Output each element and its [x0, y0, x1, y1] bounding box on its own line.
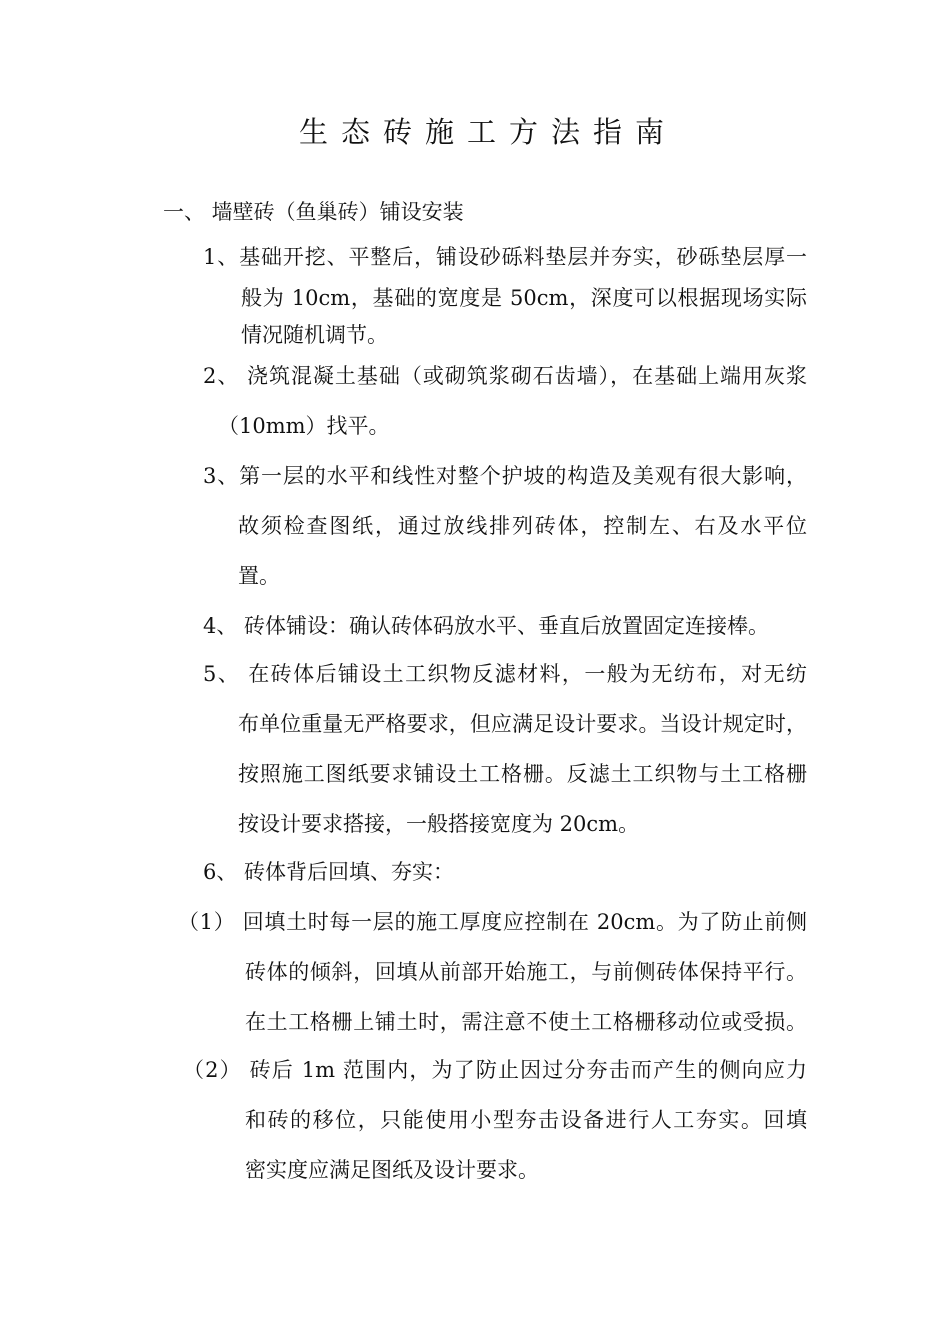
item-3-line-2: 故须检查图纸，通过放线排列砖体，控制左、右及水平位	[238, 514, 807, 538]
item-1-line-3: 情况随机调节。	[241, 323, 388, 347]
section-heading: 一、 墙壁砖（鱼巢砖）铺设安装	[163, 200, 464, 224]
sub-1-line-2: 砖体的倾斜，回填从前部开始施工，与前侧砖体保持平行。	[245, 960, 807, 984]
sub-2-line-1: （2） 砖后 1m 范围内，为了防止因过分夯击而产生的侧向应力	[183, 1058, 807, 1082]
item-1-line-2: 般为 10cm，基础的宽度是 50cm，深度可以根据现场实际	[241, 286, 807, 310]
item-3-line-3: 置。	[238, 564, 280, 588]
sub-2-line-3: 密实度应满足图纸及设计要求。	[245, 1158, 539, 1182]
item-5-line-2: 布单位重量无严格要求，但应满足设计要求。当设计规定时，	[238, 712, 807, 736]
sub-2-line-2: 和砖的移位，只能使用小型夯击设备进行人工夯实。回填	[245, 1108, 807, 1132]
item-5-line-3: 按照施工图纸要求铺设土工格栅。反滤土工织物与土工格栅	[238, 762, 807, 786]
item-2-line-1: 2、 浇筑混凝土基础（或砌筑浆砌石齿墙），在基础上端用灰浆	[203, 364, 807, 388]
sub-1-line-3: 在土工格栅上铺土时，需注意不使土工格栅移动位或受损。	[245, 1010, 807, 1034]
page-title: 生态砖施工方法指南	[298, 115, 677, 149]
item-6-line-1: 6、 砖体背后回填、夯实：	[203, 860, 455, 884]
sub-1-line-1: （1） 回填土时每一层的施工厚度应控制在 20cm。为了防止前侧	[178, 910, 807, 934]
item-4-line-1: 4、 砖体铺设：确认砖体码放水平、垂直后放置固定连接棒。	[203, 614, 770, 638]
item-5-line-4: 按设计要求搭接，一般搭接宽度为 20cm。	[238, 812, 640, 836]
item-2-line-2: （10mm）找平。	[218, 414, 390, 438]
item-5-line-1: 5、 在砖体后铺设土工织物反滤材料，一般为无纺布，对无纺	[203, 662, 807, 686]
item-3-line-1: 3、第一层的水平和线性对整个护坡的构造及美观有很大影响，	[203, 464, 807, 488]
item-1-line-1: 1、基础开挖、平整后，铺设砂砾料垫层并夯实，砂砾垫层厚一	[203, 245, 807, 269]
